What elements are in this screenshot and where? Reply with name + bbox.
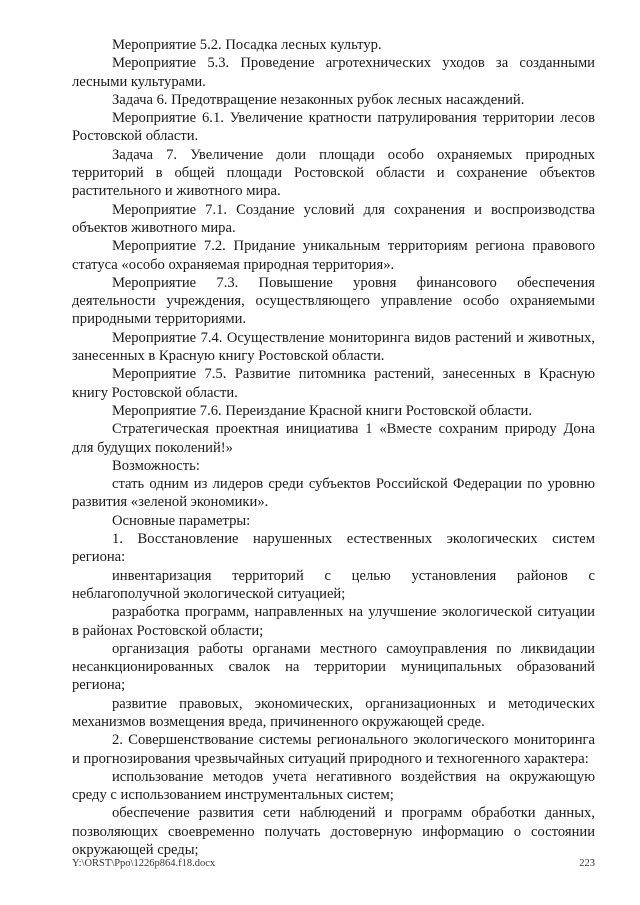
paragraph: Мероприятие 7.6. Переиздание Красной книги Ростовской области. — [112, 402, 532, 419]
paragraph: инвентаризация территорий с целью установления районов с неблагополучной экологической ситуацией; — [72, 567, 595, 602]
paragraph: Мероприятие 7.3. Повышение уровня финансового обеспечения деятельности учреждения, осуществляющего управление особо охраняемыми природными территориями. — [72, 274, 595, 328]
paragraph: Мероприятие 7.1. Создание условий для сохранения и воспроизводства объектов животного мира. — [72, 201, 595, 236]
file-path: Y:\ORST\Ppo\1226p864.f18.docx — [72, 858, 216, 869]
document-body — [72, 36, 595, 859]
paragraph: Возможность: — [112, 457, 200, 474]
paragraph: Стратегическая проектная инициатива 1 «Вместе сохраним природу Дона для будущих поколений!» — [72, 421, 595, 456]
page-number: 223 — [579, 858, 595, 869]
paragraph: развитие правовых, экономических, организационных и методических механизмов возмещения вреда, причиненного окружающей среде. — [72, 695, 595, 730]
paragraph: Мероприятие 7.4. Осуществление мониторинга видов растений и животных, занесенных в Красную книгу Ростовской области. — [72, 329, 595, 365]
paragraph: Основные параметры: — [112, 512, 251, 529]
paragraph: Задача 6. Предотвращение незаконных рубок лесных насаждений. — [112, 91, 525, 108]
paragraph: Мероприятие 6.1. Увеличение кратности патрулирования территории лесов Ростовской области. — [72, 110, 595, 145]
paragraph: разработка программ, направленных на улучшение экологической ситуации в районах Ростовской области; — [72, 604, 595, 639]
paragraph: Задача 7. Увеличение доли площади особо охраняемых природных территорий в общей площади Ростовской области и сохранение объектов растительного и животного мира. — [72, 146, 595, 200]
paragraph: использование методов учета негативного воздействия на окружающую среду с использованием инструментальных систем; — [72, 768, 595, 804]
paragraph: стать одним из лидеров среди субъектов Российской Федерации по уровню развития «зеленой экономики». — [72, 476, 595, 511]
paragraph: организация работы органами местного самоуправления по ликвидации несанкционированных свалок на территории муниципальных образований региона; — [72, 640, 595, 694]
paragraph: Мероприятие 5.3. Проведение агротехнических уходов за созданными лесными культурами. — [72, 55, 595, 90]
paragraph: Мероприятие 5.2. Посадка лесных культур. — [112, 37, 382, 53]
paragraph: обеспечение развития сети наблюдений и программ обработки данных, позволяющих своевременно получать достоверную информацию о состоянии окружающей среды; — [72, 805, 595, 859]
paragraph: 2. Совершенствование системы регионального экологического мониторинга и прогнозирования чрезвычайных ситуаций природного и техногенного характера: — [72, 732, 595, 767]
paragraph: Мероприятие 7.2. Придание уникальным территориям региона правового статуса «особо охраняемая природная территория». — [72, 238, 595, 273]
paragraph: Мероприятие 7.5. Развитие питомника растений, занесенных в Красную книгу Ростовской области. — [72, 366, 595, 401]
paragraph: 1. Восстановление нарушенных естественных экологических систем региона: — [72, 531, 595, 566]
